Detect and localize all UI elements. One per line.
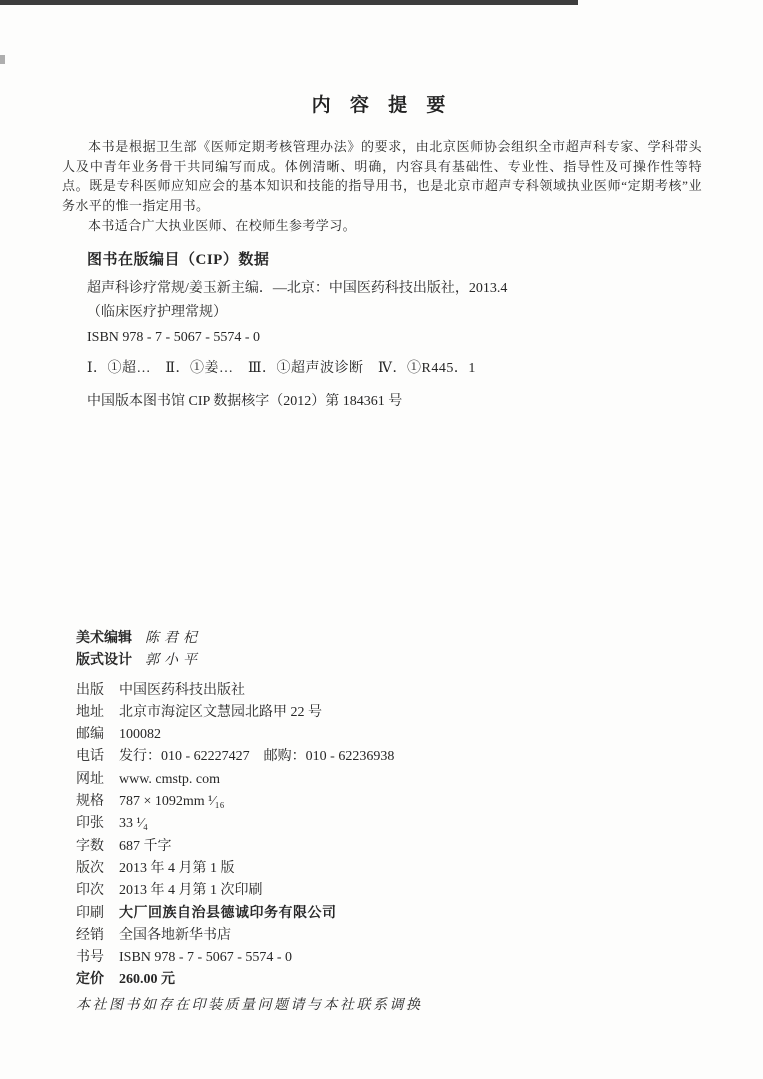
row-value: 郭小平 [145, 653, 202, 669]
row-value: 2013 年 4 月第 1 次印刷 [119, 883, 263, 899]
cip-record-number-line: 中国版本图书馆 CIP 数据核字（2012）第 184361 号 [87, 394, 403, 409]
row-value: 33 ¹⁄₄ [119, 816, 148, 832]
colophon-section [76, 628, 701, 1017]
row-label: 出版 [76, 682, 104, 698]
colophon-row-postcode [76, 724, 701, 746]
colophon-row-distributor [76, 925, 701, 947]
colophon-row-printed-sheets [76, 813, 701, 835]
summary-heading: 内 容 提 要 [311, 95, 453, 116]
row-value: 687 千字 [119, 838, 172, 854]
colophon-row-price [76, 969, 701, 991]
cip-title-line: 超声科诊疗常规/姜玉新主编．—北京：中国医药科技出版社，2013.4 [87, 281, 508, 296]
colophon-row-format [76, 791, 701, 813]
row-label: 书号 [76, 950, 104, 966]
colophon-row-word-count [76, 836, 701, 858]
row-label: 印刷 [76, 905, 104, 921]
colophon-row-printing [76, 880, 701, 902]
row-label: 网址 [76, 771, 104, 787]
colophon-row-publisher [76, 680, 701, 702]
row-value: 2013 年 4 月第 1 版 [119, 860, 235, 876]
scan-edge-artifact-top [0, 0, 578, 5]
row-value: 全国各地新华书店 [119, 927, 231, 943]
row-label: 美术编辑 [76, 631, 132, 646]
row-label: 版次 [76, 860, 104, 876]
row-label: 经销 [76, 927, 104, 943]
row-label: 字数 [76, 838, 104, 854]
colophon-row-website [76, 769, 701, 791]
colophon-row-printer [76, 903, 701, 925]
colophon-row-art-editor [76, 628, 701, 650]
row-value: 100082 [119, 727, 161, 743]
row-value: 260.00 元 [119, 972, 175, 988]
colophon-row-book-number [76, 947, 701, 969]
row-label: 地址 [76, 704, 104, 720]
cip-series-line: （临床医疗护理常规） [87, 305, 227, 320]
row-value: ISBN 978 - 7 - 5067 - 5574 - 0 [119, 950, 293, 966]
row-value: 发行：010 - 62227427 邮购：010 - 62236938 [119, 749, 395, 765]
row-value: 北京市海淀区文慧园北路甲 22 号 [119, 704, 322, 720]
row-value: 787 × 1092mm ¹⁄₁₆ [119, 794, 225, 810]
colophon-row-address [76, 702, 701, 724]
cip-classification-line: Ⅰ．①超… Ⅱ．①姜… Ⅲ．①超声波诊断 Ⅳ．①R445．1 [87, 361, 476, 376]
summary-paragraph: 本书是根据卫生部《医师定期考核管理办法》的要求，由北京医师协会组织全市超声科专家、学科带头人及中青年业务骨干共同编写而成。体例清晰、明确，内容具有基础性、专业性、指导性及可操作性等特点。既是专科医师应知应会的基本知识和技能的指导用书，也是北京市超声专科领域执业医师“定期考核”业务水平的惟一指定用书。 [62, 139, 702, 214]
cip-data-section [87, 248, 702, 409]
summary-paragraph: 本书适合广大执业医师、在校师生参考学习。 [88, 217, 357, 233]
colophon-row-telephone [76, 746, 701, 768]
row-value: 大厂回族自治县德诚印务有限公司 [119, 905, 337, 921]
row-label: 定价 [76, 972, 104, 988]
row-label: 印次 [76, 883, 104, 899]
cip-heading: 图书在版编目（CIP）数据 [87, 252, 270, 268]
cip-isbn-line: ISBN 978 - 7 - 5067 - 5574 - 0 [87, 330, 261, 345]
row-label: 版式设计 [76, 653, 132, 669]
colophon-row-layout-designer [76, 650, 701, 672]
row-value: 中国医药科技出版社 [119, 682, 245, 698]
row-label: 电话 [76, 749, 104, 765]
row-label: 邮编 [76, 727, 104, 743]
scan-edge-artifact-left [0, 55, 5, 64]
row-label: 规格 [76, 794, 104, 810]
content-summary-section [62, 90, 702, 236]
staff-credits [76, 628, 701, 673]
colophon-row-edition [76, 858, 701, 880]
row-value: 陈君杞 [145, 631, 202, 646]
quality-notice: 本社图书如存在印装质量问题请与本社联系调换 [76, 997, 423, 1013]
row-label: 印张 [76, 816, 104, 832]
row-value: www. cmstp. com [119, 771, 220, 787]
